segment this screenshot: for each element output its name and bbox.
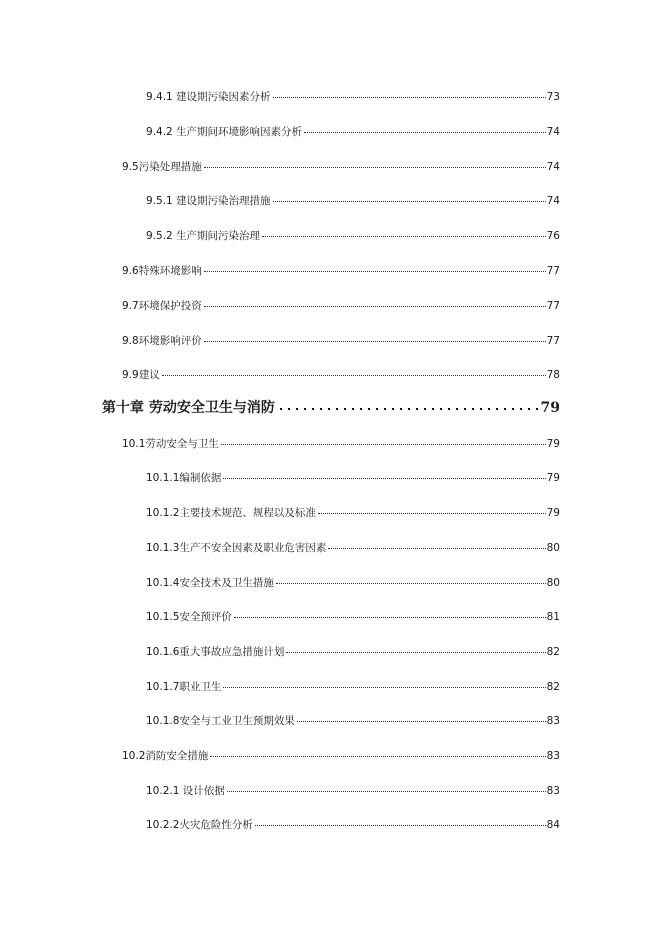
toc-entry-page: 74	[546, 195, 560, 207]
toc-leader	[204, 167, 546, 168]
toc-entry-number: 10.1.5	[146, 611, 180, 623]
toc-entry-title: 环境保护投资	[138, 300, 202, 312]
toc-entry-page: 74	[546, 161, 560, 173]
toc-leader	[204, 341, 546, 342]
toc-entry[interactable]	[122, 334, 560, 348]
toc-entry-page: 79	[546, 507, 560, 519]
toc-entry[interactable]	[146, 541, 560, 555]
toc-entry[interactable]	[146, 90, 560, 104]
toc-entry-number: 9.6	[122, 265, 139, 277]
toc-entry-number: 9.7	[122, 300, 139, 312]
toc-leader	[328, 548, 545, 549]
toc-leader	[162, 375, 546, 376]
toc-entry-title: 生产不安全因素及职业危害因素	[179, 542, 327, 554]
toc-entry-page: 79	[546, 438, 560, 450]
toc-leader	[227, 791, 546, 792]
toc-leader	[318, 513, 546, 514]
toc-entry-title: 生产期间污染治理	[176, 230, 261, 242]
toc-entry-title: 安全技术及卫生措施	[179, 577, 274, 589]
toc-entry-number: 9.8	[122, 335, 139, 347]
toc-chapter-page: 79	[540, 400, 560, 416]
toc-entry[interactable]	[122, 264, 560, 278]
toc-entry-number: 10.2.2	[146, 819, 180, 831]
toc-leader	[223, 478, 545, 479]
toc-leader	[273, 201, 546, 202]
toc-entry-title: 安全与工业卫生预期效果	[179, 715, 295, 727]
toc-entry[interactable]	[122, 437, 560, 451]
toc-entry-title: 劳动安全与卫生	[145, 438, 219, 450]
toc-chapter-title: 劳动安全卫生与消防	[148, 400, 275, 416]
toc-entry[interactable]	[146, 506, 560, 520]
toc-entry-title: 消防安全措施	[145, 750, 209, 762]
toc-leader	[286, 652, 545, 653]
toc-entry[interactable]	[122, 368, 560, 382]
toc-leader	[304, 132, 546, 133]
toc-entry-number: 9.5.2	[146, 230, 173, 242]
toc-entry[interactable]	[146, 645, 560, 659]
toc-entry[interactable]	[146, 576, 560, 590]
toc-entry-number: 10.2.1	[146, 785, 180, 797]
toc-entry-title: 设计依据	[182, 785, 225, 797]
toc-entry-page: 77	[546, 300, 560, 312]
toc-entry-number: 10.1.2	[146, 507, 180, 519]
toc-entry[interactable]	[146, 125, 560, 139]
toc-entry-page: 76	[546, 230, 560, 242]
toc-entry-title: 主要技术规范、规程以及标准	[179, 507, 316, 519]
toc-entry-title: 安全预评价	[179, 611, 232, 623]
toc-entry[interactable]	[122, 299, 560, 313]
toc-leader	[204, 271, 546, 272]
toc-entry-page: 83	[546, 750, 560, 762]
toc-entry-title: 生产期间环境影响因素分析	[176, 126, 303, 138]
toc-entry-title: 特殊环境影响	[138, 265, 202, 277]
toc-leader	[210, 756, 545, 757]
toc-leader	[223, 687, 545, 688]
toc-entry-title: 建设期污染治理措施	[176, 195, 271, 207]
toc-entry[interactable]	[146, 714, 560, 728]
toc-entry-page: 82	[546, 646, 560, 658]
toc-leader	[234, 617, 546, 618]
toc-entry[interactable]	[146, 229, 560, 243]
toc-leader	[277, 407, 540, 411]
toc-entry-number: 10.2	[122, 750, 146, 762]
toc-entry-number: 10.1.4	[146, 577, 180, 589]
toc-entry-number: 10.1	[122, 438, 146, 450]
toc-entry-title: 污染处理措施	[138, 161, 202, 173]
toc-entry-page: 81	[546, 611, 560, 623]
toc-entry-page: 80	[546, 542, 560, 554]
toc-entry[interactable]	[146, 471, 560, 485]
toc-chapter-entry[interactable]	[102, 399, 560, 417]
toc-entry-page: 83	[546, 785, 560, 797]
toc-entry[interactable]	[146, 784, 560, 798]
toc-leader	[204, 306, 546, 307]
toc-entry-number: 10.1.6	[146, 646, 180, 658]
toc-entry-page: 74	[546, 126, 560, 138]
toc-leader	[221, 444, 546, 445]
toc-entry[interactable]	[122, 749, 560, 763]
toc-entry-title: 职业卫生	[179, 681, 222, 693]
toc-entry[interactable]	[146, 610, 560, 624]
toc-entry-number: 10.1.8	[146, 715, 180, 727]
toc-chapter-number: 第十章	[102, 400, 144, 416]
toc-entry-number: 9.9	[122, 369, 139, 381]
toc-entry-page: 83	[546, 715, 560, 727]
toc-entry-title: 重大事故应急措施计划	[179, 646, 285, 658]
toc-entry-title: 建设期污染因素分析	[176, 91, 271, 103]
toc-entry-number: 10.1.3	[146, 542, 180, 554]
toc-entry-page: 82	[546, 681, 560, 693]
toc-leader	[297, 721, 546, 722]
toc-entry[interactable]	[122, 160, 560, 174]
toc-entry[interactable]	[146, 680, 560, 694]
toc-entry-page: 77	[546, 335, 560, 347]
toc-entry-page: 78	[546, 369, 560, 381]
toc-leader	[273, 97, 546, 98]
toc-entry-number: 9.4.1	[146, 91, 173, 103]
toc-entry-number: 9.5	[122, 161, 139, 173]
toc-entry[interactable]	[146, 818, 560, 832]
toc-entry-number: 10.1.1	[146, 472, 180, 484]
toc-entry-page: 79	[546, 472, 560, 484]
toc-entry-number: 9.5.1	[146, 195, 173, 207]
toc-entry-page: 77	[546, 265, 560, 277]
toc-entry-page: 80	[546, 577, 560, 589]
toc-leader	[276, 583, 546, 584]
toc-entry-title: 建议	[138, 369, 160, 381]
toc-entry-number: 10.1.7	[146, 681, 180, 693]
toc-entry-title: 环境影响评价	[138, 335, 202, 347]
toc-entry-page: 73	[546, 91, 560, 103]
toc-entry-number: 9.4.2	[146, 126, 173, 138]
toc-entry-page: 84	[546, 819, 560, 831]
toc-entry-title: 火灾危险性分析	[179, 819, 253, 831]
toc-entry[interactable]	[146, 194, 560, 208]
toc-leader	[262, 236, 546, 237]
toc-entry-title: 编制依据	[179, 472, 222, 484]
toc-leader	[255, 825, 546, 826]
